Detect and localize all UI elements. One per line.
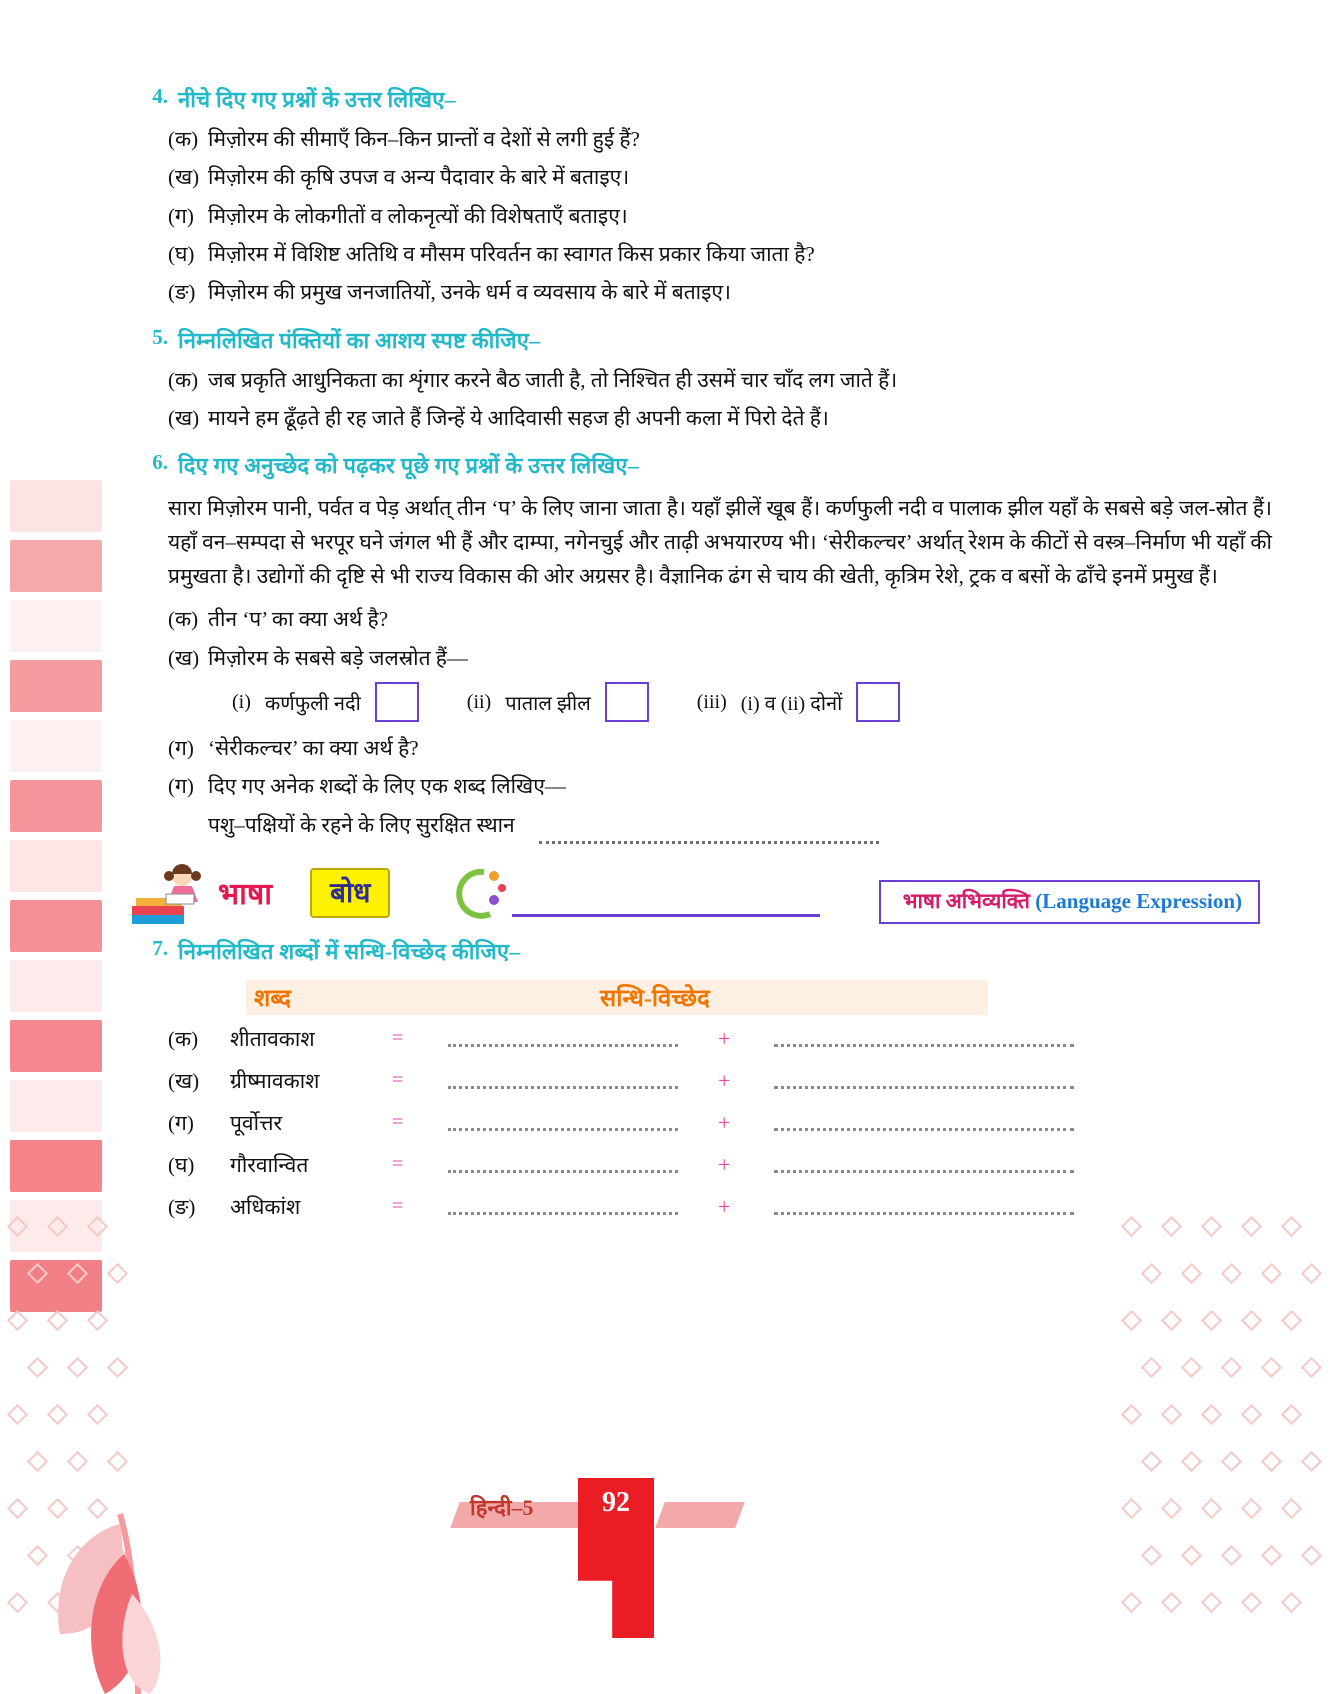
item-text: ‘सेरीकल्चर’ का क्या अर्थ है? [208,736,419,761]
diamond-glyph [1141,1263,1162,1284]
row-blank-1[interactable] [448,1030,678,1047]
list-item [130,644,1274,672]
fill-in-row [130,811,1274,844]
item-label: (ख) [168,645,200,670]
question-block-4 [0,84,1334,307]
row-blank-2[interactable] [774,1156,1074,1173]
row-equals: = [392,1027,404,1050]
table-row [168,1067,1334,1095]
diamond-glyph [1141,1357,1162,1378]
row-plus: + [718,1025,731,1051]
row-plus: + [718,1067,731,1093]
question-5-heading: निम्नलिखित पंक्तियों का आशय स्पष्ट कीजिए– [178,327,541,353]
footer-flag-shape [578,1528,654,1638]
diamond-glyph [1201,1404,1222,1425]
list-item [130,605,1274,633]
list-item [130,404,1274,432]
item-text: मायने हम ढूँढ़ते ही रह जाते हैं जिन्हें ये आदिवासी सहज ही अपनी कला में पिरो देते हैं। [208,406,829,431]
diamond-glyph [1241,1592,1262,1613]
item-label: (ग) [168,736,194,761]
item-text: मिज़ोरम के लोकगीतों व लोकनृत्यों की विशेषताएँ बताइए। [208,203,628,228]
row-label: (घ) [168,1152,195,1177]
diamond-glyph [1121,1592,1142,1613]
row-blank-2[interactable] [774,1030,1074,1047]
row-label: (क) [168,1026,199,1051]
books-girl-icon [130,860,216,930]
list-item [130,278,1274,306]
item-label: (घ) [168,242,195,267]
row-equals: = [392,1153,404,1176]
diamond-glyph [1121,1404,1142,1425]
option-1-checkbox[interactable] [375,682,419,722]
diamond-glyph [1241,1310,1262,1331]
item-text: मिज़ोरम में विशिष्ट अतिथि व मौसम परिवर्तन का स्वागत किस प्रकार किया जाता है? [208,242,815,267]
item-label: (ग) [168,774,194,799]
question-5-number: 5. [152,324,168,349]
row-word: अधिकांश [230,1194,301,1219]
item-label: (क) [168,367,199,392]
fill-in-prompt: पशु–पक्षियों के रहने के लिए सुरक्षित स्थान [208,812,515,837]
diamond-glyph [1121,1310,1142,1331]
table-row [168,1025,1334,1053]
table-row [168,1109,1334,1137]
option-1-marker: (i) [232,690,251,713]
question-4-number: 4. [152,84,168,108]
option-3-checkbox[interactable] [856,682,900,722]
page-footer [0,1466,1334,1586]
diamond-glyph [1221,1263,1242,1284]
diamond-glyph [1301,1263,1322,1284]
row-blank-2[interactable] [774,1114,1074,1131]
question-block-6 [0,450,1334,843]
question-7-heading: निम्नलिखित शब्दों में सन्धि-विच्छेद कीजिए– [178,938,521,964]
table-row [168,1193,1334,1221]
diamond-glyph [67,1357,88,1378]
option-2-marker: (ii) [466,690,492,713]
item-label: (ख) [168,165,200,190]
row-word: शीतावकाश [230,1026,315,1051]
diamond-glyph [1161,1310,1182,1331]
item-text: मिज़ोरम की कृषि उपज व अन्य पैदावार के बारे में बताइए। [208,165,630,190]
mcq-options-row [232,682,1334,722]
diamond-glyph [1161,1404,1182,1425]
question-7-number: 7. [152,935,168,960]
option-2-text: पाताल झील [505,692,591,715]
item-text: मिज़ोरम के सबसे बड़े जलस्रोत हैं— [208,645,468,670]
list-item [130,734,1274,762]
diamond-glyph [1161,1592,1182,1613]
row-blank-1[interactable] [448,1072,678,1089]
bar-14 [10,1260,102,1312]
item-label: (ग) [168,203,194,228]
item-label: (क) [168,607,199,632]
option-3-text: (i) व (ii) दोनों [740,692,843,715]
item-label: (ख) [168,406,200,431]
list-item [130,366,1274,394]
diamond-glyph [1261,1357,1282,1378]
diamond-glyph [1221,1357,1242,1378]
diamond-glyph [1181,1263,1202,1284]
language-expression-tag [879,880,1260,924]
book-label: हिन्दी–5 [470,1495,534,1520]
ribbon-right [655,1502,744,1528]
question-6-number: 6. [152,450,168,475]
row-equals: = [392,1111,404,1134]
row-blank-2[interactable] [774,1072,1074,1089]
row-equals: = [392,1069,404,1092]
list-item [130,772,1274,800]
diamond-glyph [1281,1310,1302,1331]
list-item [130,202,1274,230]
column-header-sandhi-vichhed: सन्धि-विच्छेद [592,980,988,1015]
tag-english-text: (Language Expression) [1035,888,1242,913]
row-plus: + [718,1193,731,1219]
list-item [130,125,1274,153]
option-2-checkbox[interactable] [605,682,649,722]
question-4-heading: नीचे दिए गए प्रश्नों के उत्तर लिखिए– [178,87,456,112]
row-blank-1[interactable] [448,1156,678,1173]
diamond-glyph [107,1263,128,1284]
table-row [168,1151,1334,1179]
diamond-glyph [1301,1357,1322,1378]
banner-bodh-badge: बोध [310,868,390,918]
tag-hindi-text: भाषा अभिव्यक्ति [902,888,1036,913]
item-text: दिए गए अनेक शब्दों के लिए एक शब्द लिखिए— [208,774,566,799]
option-3-marker: (iii) [696,690,727,713]
diamond-glyph [107,1357,128,1378]
diamond-glyph [27,1357,48,1378]
item-text: जब प्रकृति आधुनिकता का शृंगार करने बैठ जाती है, तो निश्चित ही उसमें चार चाँद लग जाते हैं। [208,367,898,392]
sandhi-table-header [168,980,1334,1015]
list-item [130,163,1274,191]
row-label: (ख) [168,1068,200,1093]
answer-blank[interactable] [539,825,879,844]
banner-divider [512,914,820,917]
page-number: 92 [578,1478,654,1528]
row-blank-1[interactable] [448,1114,678,1131]
diamond-glyph [1201,1310,1222,1331]
diamond-glyph [1261,1263,1282,1284]
passage-paragraph: सारा मिज़ोरम पानी, पर्वत व पेड़ अर्थात् तीन ‘प’ के लिए जाना जाता है। यहाँ झीलें खूब हैं। कर्णफुली नदी व पालाक झील यहाँ के सबसे बड़े जल-स्रोत हैं। यहाँ वन–सम्पदा से भरपूर घने जंगल भी हैं और दाम्पा, नगेनचुई और ताढ़ी अभयारण्य भी। ‘सेरीकल्चर’ अर्थात् रेशम के कीटों से वस्त्र–निर्माण भी यहाँ की प्रमुखता है। उद्योगों की दृष्टि से भी राज्य विकास की ओर अग्रसर है। वैज्ञानिक ढंग से चाय की खेती, कृत्रिम रेशे, ट्रक व बसों के ढाँचे इनमें प्रमुख हैं। [168,496,1272,589]
diamond-glyph [1241,1404,1262,1425]
row-word: ग्रीष्मावकाश [230,1068,320,1093]
item-label: (क) [168,127,199,151]
row-label: (ङ) [168,1194,196,1219]
item-text: मिज़ोरम की प्रमुख जनजातियों, उनके धर्म व व्यवसाय के बारे में बताइए। [208,280,731,305]
row-plus: + [718,1109,731,1135]
row-plus: + [718,1151,731,1177]
bhasha-bodh-banner [130,866,1260,928]
column-header-shabd: शब्द [246,980,592,1015]
item-label: (ङ) [168,280,196,305]
row-equals: = [392,1195,404,1218]
row-word: गौरवान्वित [230,1152,309,1177]
diamond-glyph [1281,1592,1302,1613]
row-blank-2[interactable] [774,1198,1074,1215]
question-6-heading: दिए गए अनुच्छेद को पढ़कर पूछे गए प्रश्नों के उत्तर लिखिए– [178,453,639,479]
list-item [130,240,1274,268]
swirl-icon [450,866,510,922]
question-block-5 [0,325,1334,433]
item-text: मिज़ोरम की सीमाएँ किन–किन प्रान्तों व देशों से लगी हुई हैं? [208,127,640,151]
banner-bhasha-text: भाषा [218,877,272,911]
diamond-glyph [1281,1404,1302,1425]
item-text: तीन ‘प’ का क्या अर्थ है? [208,607,389,632]
question-block-7 [0,936,1334,1221]
diamond-glyph [1181,1357,1202,1378]
row-label: (ग) [168,1110,194,1135]
diamond-glyph [1201,1592,1222,1613]
option-1-text: कर्णफुली नदी [264,692,361,715]
row-blank-1[interactable] [448,1198,678,1215]
row-word: पूर्वोत्तर [230,1110,283,1135]
